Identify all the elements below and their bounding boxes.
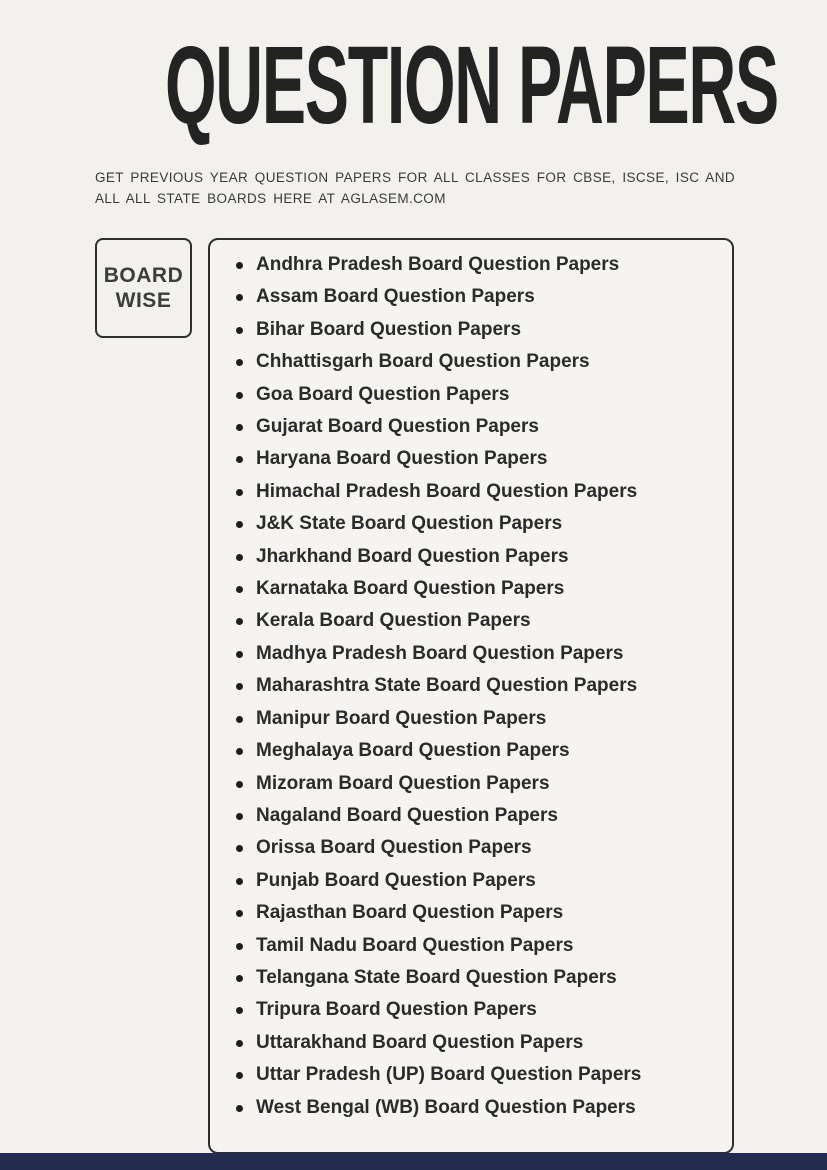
board-list-item[interactable]: J&K State Board Question Papers (256, 508, 722, 540)
board-list-item[interactable]: West Bengal (WB) Board Question Papers (256, 1092, 722, 1124)
board-list-item[interactable]: Tripura Board Question Papers (256, 994, 722, 1026)
board-list-item[interactable]: Gujarat Board Question Papers (256, 411, 722, 443)
footer-bar (0, 1153, 827, 1170)
board-list-item[interactable]: Manipur Board Question Papers (256, 703, 722, 735)
page-subtitle: GET PREVIOUS YEAR QUESTION PAPERS FOR ALL CLASSES FOR CBSE, ISCSE, ISC AND ALL ALL STATE BOARDS HERE AT AGLASEM.COM (95, 170, 735, 206)
board-list-item[interactable]: Rajasthan Board Question Papers (256, 897, 722, 929)
header (0, 23, 827, 147)
board-list-item[interactable]: Punjab Board Question Papers (256, 865, 722, 897)
board-list-item[interactable]: Madhya Pradesh Board Question Papers (256, 638, 722, 670)
board-wise-label-line1: BOARD (103, 263, 184, 287)
board-list-item[interactable]: Nagaland Board Question Papers (256, 800, 722, 832)
board-list-item[interactable]: Maharashtra State Board Question Papers (256, 670, 722, 702)
board-list-item[interactable]: Uttarakhand Board Question Papers (256, 1027, 722, 1059)
board-list-item[interactable]: Goa Board Question Papers (256, 379, 722, 411)
board-list-item[interactable]: Assam Board Question Papers (256, 281, 722, 313)
board-list-item[interactable]: Mizoram Board Question Papers (256, 768, 722, 800)
board-list-item[interactable]: Kerala Board Question Papers (256, 605, 722, 637)
board-list (210, 240, 732, 1124)
board-list-item[interactable]: Orissa Board Question Papers (256, 832, 722, 864)
board-wise-tab[interactable] (95, 238, 192, 338)
board-list-item[interactable]: Tamil Nadu Board Question Papers (256, 930, 722, 962)
board-list-item[interactable]: Uttar Pradesh (UP) Board Question Papers (256, 1059, 722, 1091)
board-list-item[interactable]: Bihar Board Question Papers (256, 314, 722, 346)
board-list-item[interactable]: Jharkhand Board Question Papers (256, 541, 722, 573)
board-list-item[interactable]: Haryana Board Question Papers (256, 443, 722, 475)
board-list-item[interactable]: Telangana State Board Question Papers (256, 962, 722, 994)
board-list-panel (208, 238, 734, 1154)
board-list-item[interactable]: Karnataka Board Question Papers (256, 573, 722, 605)
board-wise-label-line2: WISE (115, 288, 172, 312)
board-list-item[interactable]: Andhra Pradesh Board Question Papers (256, 249, 722, 281)
board-list-item[interactable]: Meghalaya Board Question Papers (256, 735, 722, 767)
board-list-item[interactable]: Himachal Pradesh Board Question Papers (256, 476, 722, 508)
board-list-item[interactable]: Chhattisgarh Board Question Papers (256, 346, 722, 378)
page-title: QUESTION PAPERS (165, 23, 778, 147)
